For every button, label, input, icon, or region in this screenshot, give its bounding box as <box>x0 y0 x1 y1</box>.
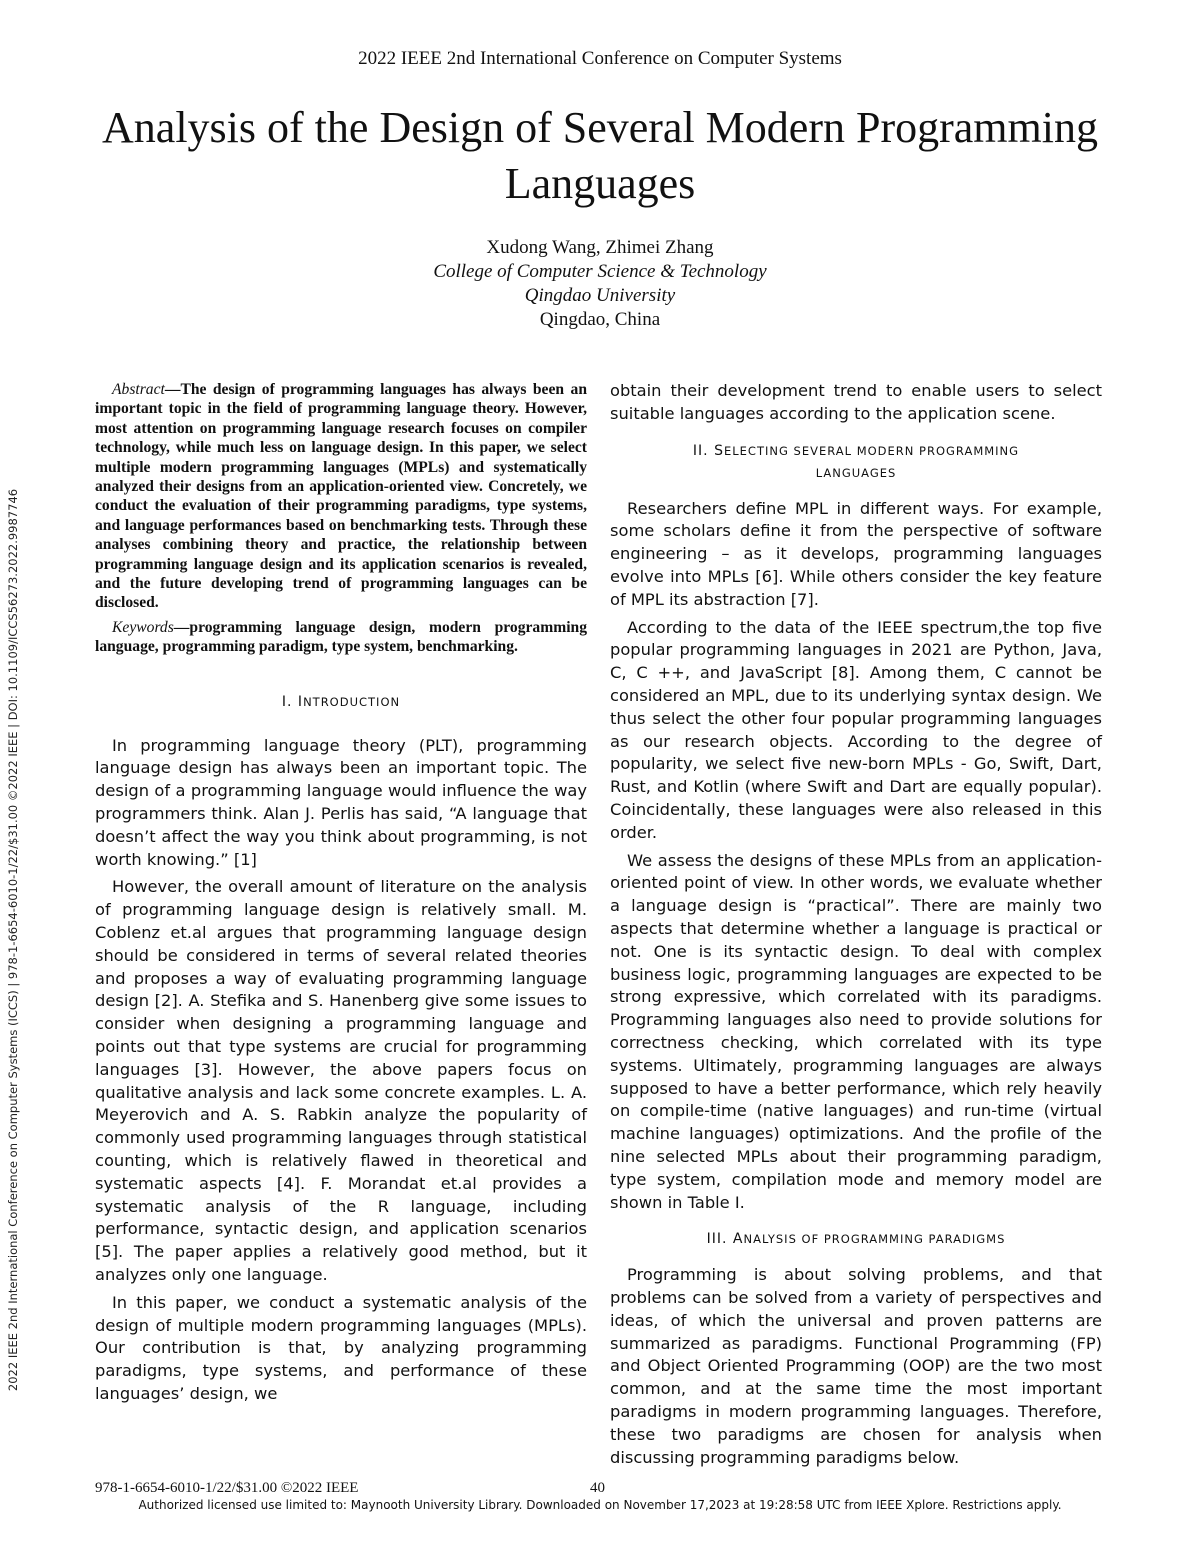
selecting-paragraph-2: According to the data of the IEEE spectrum,the top five popular programming languages in 2021 are Python, Java, C, C ++, and JavaScript [8]. Among them, C cannot be considered an MPL, due to its underlying syntax design. We thus select the other four popular programming languages as our research objects. According to the degree of popularity, we select five new-born MPLs - Go, Swift, Dart, Rust, and Kotlin (where Swift and Dart are equally popular). Coincidentally, these languages were also released in this order. <box>610 617 1102 842</box>
intro-paragraph-3: In this paper, we conduct a systematic analysis of the design of multiple modern programming languages (MPLs). Our contribution is that, by analyzing programming paradigms, type systems, and performance of these languages’ design, we <box>95 1292 587 1403</box>
affiliation-location: Qingdao, China <box>539 309 661 330</box>
author-names: Xudong Wang, Zhimei Zhang <box>486 237 714 258</box>
abstract-text: —The design of programming languages has always been an important topic in the field of programming language theory. However, most attention on programming language research focuses on compiler technology, while much less on language design. In this paper, we select multiple modern programming languages (MPLs) and systematically analyzed their designs from an application-oriented view. Concretely, we conduct the evaluation of their programming paradigms, type systems, and language performances based on benchmarking tests. Through these analyses combining theory and practice, the relationship between programming language design and its application scenarios is revealed, and the future developing trend of programming languages can be disclosed. <box>95 381 587 612</box>
paradigms-paragraph-1: Programming is about solving problems, and that problems can be solved from a variety of perspectives and ideas, of which the universal and proven patterns are summarized as paradigms. Functional Programming (FP) and Object Oriented Programming (OOP) are the two most common, and at the same time the most important paradigms in modern programming languages. Therefore, these two paradigms are chosen for analysis when discussing programming paradigms below. <box>610 1265 1102 1467</box>
conference-header: 2022 IEEE 2nd International Conference on Computer Systems <box>358 48 842 69</box>
selecting-paragraph-1: Researchers define MPL in different ways. For example, some scholars define it from the perspective of software engineering – as it develops, programming languages evolve into MPLs [6]. While others consider the key feature of MPL its abstraction [7]. <box>610 498 1102 609</box>
left-column <box>95 380 587 1411</box>
license-notice: Authorized licensed use limited to: Maynooth University Library. Downloaded on November 17,2023 at 19:28:58 UTC from IEEE Xplore. Restrictions apply. <box>138 1498 1062 1512</box>
affiliation-college: College of Computer Science & Technology <box>433 261 767 282</box>
section-heading-selecting: II. SELECTING SEVERAL MODERN PROGRAMMING LANGUAGES <box>692 442 1020 480</box>
section-heading-paradigms: III. ANALYSIS OF PROGRAMMING PARADIGMS <box>706 1231 1006 1248</box>
intro-paragraph-2: However, the overall amount of literature on the analysis of programming language design is relatively small. M. Coblenz et.al argues that programming language design should be considered in terms of several related theories and proposes a way of evaluating programming language design [2]. A. Stefika and S. Hanenberg give some issues to consider when designing a programming language and points out that type systems are crucial for programming languages [3]. However, the above papers focus on qualitative analysis and lack some concrete examples. L. A. Meyerovich and A. S. Rabkin analyze the popularity of commonly used programming languages through statistical counting, which is relatively flawed in theoretical and systematic aspects [4]. F. Morandat et.al provides a systematic analysis of the R language, including performance, syntactic design, and application scenarios [5]. The paper applies a relatively good method, but it analyzes only one language. <box>95 877 587 1285</box>
keywords-text: —programming language design, modern programming language, programming paradigm, type system, benchmarking. <box>95 618 587 656</box>
intro-paragraph-3-continued: obtain their development trend to enable users to select suitable languages according to the application scene. <box>610 381 1102 423</box>
keywords-label: Keywords <box>112 618 174 636</box>
abstract <box>95 380 587 613</box>
page-number: 40 <box>590 1480 605 1496</box>
intro-paragraph-1: In programming language theory (PLT), programming language design has always been an important topic. The design of a programming language would influence the way programmers think. Alan J. Perlis has said, “A language that doesn’t affect the way you think about programming, is not worth knowing.” [1] <box>95 735 587 869</box>
right-column <box>610 380 1102 1474</box>
paper-title: Analysis of the Design of Several Modern Programming Languages <box>102 103 1098 208</box>
keywords <box>95 618 587 657</box>
section-heading-introduction: I. INTRODUCTION <box>281 693 401 710</box>
selecting-paragraph-3: We assess the designs of these MPLs from an application-oriented point of view. In other words, we evaluate whether a language design is “practical”. There are mainly two aspects that determine whether a language is practical or not. One is its syntactic design. To deal with complex business logic, programming languages are expected to be strong expressive, which correlated with its paradigms. Programming languages also need to provide solutions for correctness checking, which correlated with its type systems. Ultimately, programming languages are always supposed to have a better performance, which rely heavily on compile-time (native languages) and run-time (virtual machine languages) optimizations. And the profile of the nine selected MPLs about their programming paradigm, type system, compilation mode and memory model are shown in Table I. <box>610 850 1102 1212</box>
author-block <box>0 236 1200 332</box>
affiliation-university: Qingdao University <box>524 285 676 306</box>
footer-isbn: 978-1-6654-6010-1/22/$31.00 ©2022 IEEE <box>95 1480 359 1496</box>
side-citation-strip: 2022 IEEE 2nd International Conference on Computer Systems (ICCS) | 978-1-6654-6010-1/22/$31.00 ©2022 IEEE | DOI: 10.1109/ICCS56273.2022.9987746 <box>6 488 20 1392</box>
abstract-label: Abstract <box>112 381 165 398</box>
